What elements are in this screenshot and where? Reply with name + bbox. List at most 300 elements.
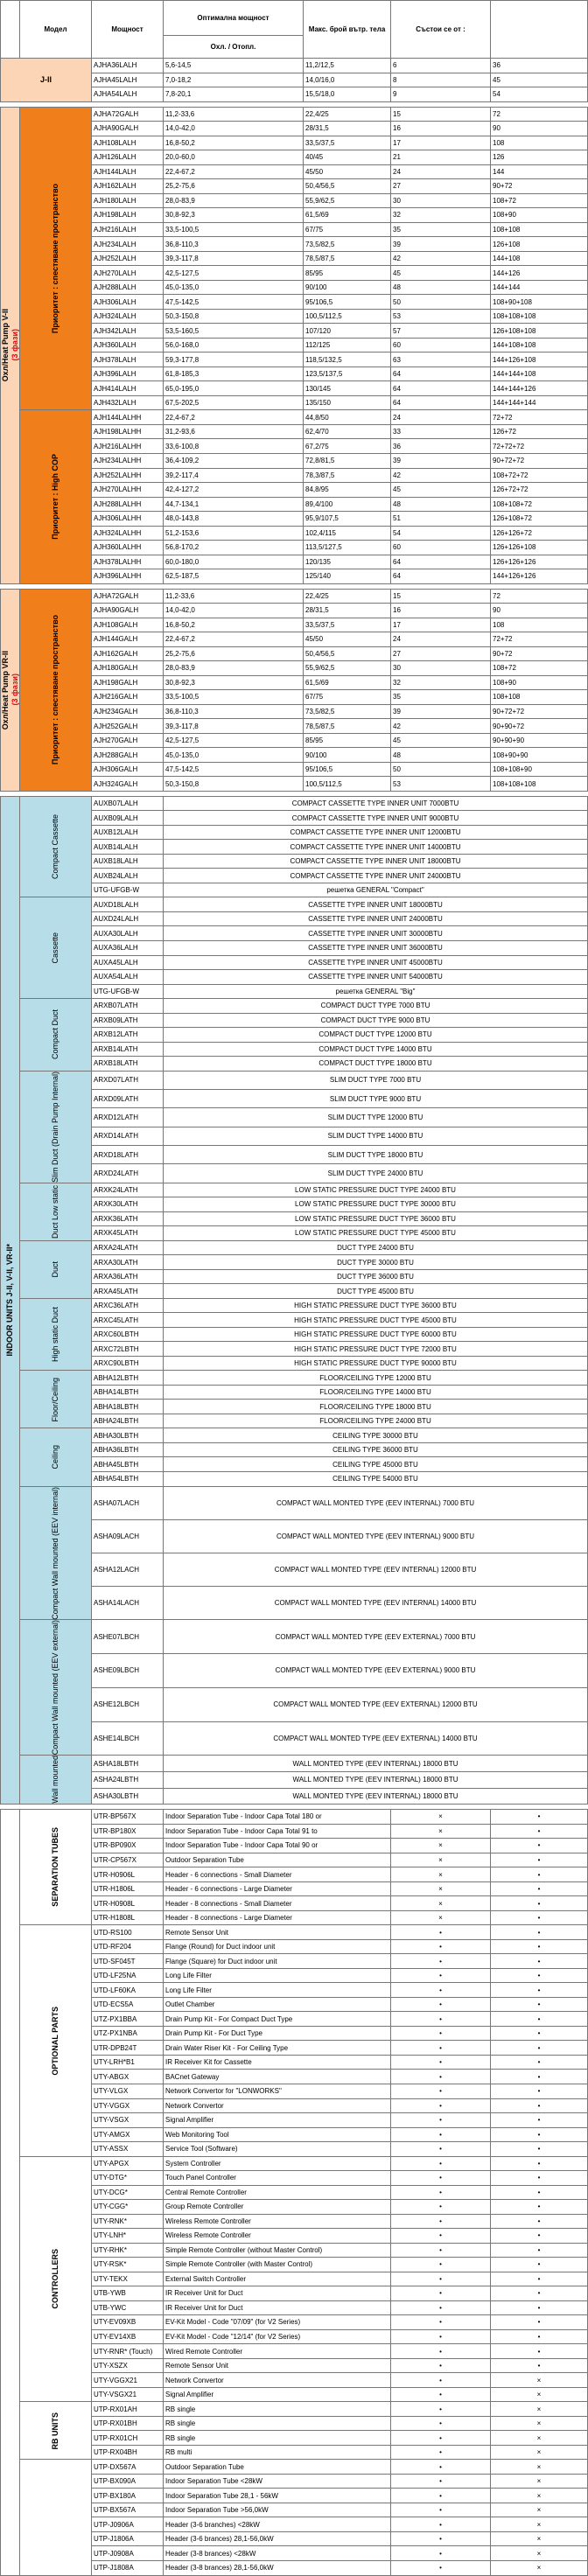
group-label-cell [20, 410, 92, 583]
compat-mark-vii: • [391, 2055, 491, 2070]
group-label-cell [1, 589, 20, 791]
optimal-capacity-cell: 33,5/37,5 [304, 618, 391, 632]
compat-mark-vrii: • [491, 1896, 588, 1911]
model-cell: UTY-DTG* [92, 2171, 164, 2186]
capacity-cell: 7,0-18,2 [164, 73, 304, 87]
consists-of-cell: 90+72 [491, 179, 588, 194]
optimal-capacity-cell: 84,8/95 [304, 483, 391, 498]
group-label [1, 59, 91, 101]
group-label [20, 1925, 91, 2155]
compat-mark-vrii: • [491, 2229, 588, 2244]
compat-mark-vii: • [391, 2171, 491, 2186]
description-cell: CASSETTE TYPE INNER UNIT 18000BTU [164, 897, 588, 912]
description-cell: System Controller [164, 2156, 391, 2171]
compat-mark-vii: • [391, 1997, 491, 2012]
consists-of-cell: 90+90+90 [491, 733, 588, 748]
optimal-capacity-cell: 11,2/12,5 [304, 59, 391, 73]
description-cell: Indoor Separation Tube - Indoor Capa Total 180 or [164, 1810, 391, 1825]
capacity-cell: 48,0-143,8 [164, 512, 304, 527]
compat-mark-vrii: • [491, 2041, 588, 2056]
description-cell: CASSETTE TYPE INNER UNIT 45000BTU [164, 955, 588, 970]
description-cell: Flange (Square) for Duct indoor unit [164, 1954, 391, 1969]
max-indoor-cell: 48 [391, 748, 491, 763]
compat-mark-vrii: × [491, 2474, 588, 2489]
model-cell: AUXA36LALH [92, 941, 164, 956]
model-cell: AJH198GALH [92, 675, 164, 690]
model-cell: ARXK45LATH [92, 1226, 164, 1241]
model-cell: ASHE12LBCH [92, 1687, 164, 1721]
compat-mark-vrii: • [491, 2055, 588, 2070]
model-cell: AJH288LALH [92, 280, 164, 295]
model-cell: ASHA07LACH [92, 1486, 164, 1519]
table-row [1, 107, 588, 122]
model-cell: AJH252LALHH [92, 468, 164, 483]
model-cell: UTD-ECS5A [92, 1997, 164, 2012]
optimal-capacity-cell: 50,4/56,5 [304, 179, 391, 194]
capacity-cell: 14,0-42,0 [164, 604, 304, 618]
consists-of-cell: 108 [491, 136, 588, 150]
group-label [20, 410, 91, 583]
description-cell: Wireless Remote Controller [164, 2229, 391, 2244]
description-cell: CEILING TYPE 36000 BTU [164, 1442, 588, 1457]
model-cell: UTR-BP567X [92, 1810, 164, 1825]
description-cell: COMPACT DUCT TYPE 14000 BTU [164, 1042, 588, 1057]
header-consists-of: Състои се от : [391, 1, 491, 59]
model-cell: UTY-DCG* [92, 2185, 164, 2200]
capacity-cell: 31,2-93,6 [164, 424, 304, 439]
compat-mark-vrii: • [491, 2258, 588, 2272]
description-cell: RB single [164, 2416, 391, 2431]
description-cell: HIGH STATIC PRESSURE DUCT TYPE 36000 BTU [164, 1298, 588, 1313]
group-label-cell [1, 796, 20, 1804]
model-cell: UTR-CP567X [92, 1853, 164, 1867]
model-cell: UTG-UFGB-W [92, 984, 164, 999]
table-row [1, 59, 588, 73]
optimal-capacity-cell: 78,3/87,5 [304, 468, 391, 483]
consists-of-cell: 126+126+108 [491, 541, 588, 555]
description-cell: Header (3-8 brances) <28kW [164, 2546, 391, 2561]
description-cell: Header (3-6 brances) 28,1-56,0kW [164, 2531, 391, 2546]
compat-mark-vii: • [391, 2445, 491, 2460]
max-indoor-cell: 15 [391, 107, 491, 122]
table-row [1, 1183, 588, 1197]
optimal-capacity-cell: 28/31,5 [304, 604, 391, 618]
model-cell: UTY-AMGX [92, 2127, 164, 2142]
compat-mark-vii: • [391, 1939, 491, 1954]
compat-mark-vii: × [391, 1881, 491, 1896]
accessories-margin [1, 1810, 20, 2575]
optimal-capacity-cell: 67/75 [304, 690, 391, 705]
description-cell: Signal Amplifier [164, 2113, 391, 2128]
capacity-cell: 36,8-110,3 [164, 704, 304, 719]
group-label-cell [20, 2402, 92, 2460]
compat-mark-vrii: • [491, 2098, 588, 2113]
model-cell: ARXA36LATH [92, 1269, 164, 1284]
compat-mark-vrii: × [491, 2431, 588, 2446]
consists-of-cell: 72 [491, 107, 588, 122]
description-cell: COMPACT CASSETTE TYPE INNER UNIT 9000BTU [164, 811, 588, 826]
capacity-cell: 11,2-33,6 [164, 107, 304, 122]
description-cell: FLOOR/CEILING TYPE 18000 BTU [164, 1400, 588, 1414]
description-cell: COMPACT WALL MONTED TYPE (EEV EXTERNAL) 12000 BTU [164, 1687, 588, 1721]
optimal-capacity-cell: 89,4/100 [304, 497, 391, 512]
consists-of-cell: 144+126+108 [491, 353, 588, 367]
description-cell: Simple Remote Controller (with Master Control) [164, 2258, 391, 2272]
group-label-text: Cassette [51, 932, 60, 964]
model-cell: AJH198LALHH [92, 424, 164, 439]
group-label-text: Slim Duct (Drain Pump Internal) [51, 1071, 60, 1183]
model-cell: AJH144LALH [92, 164, 164, 179]
capacity-cell: 42,5-127,5 [164, 266, 304, 281]
max-indoor-cell: 8 [391, 73, 491, 87]
model-cell: ARXA45LATH [92, 1284, 164, 1299]
table-row [1, 1486, 588, 1519]
model-cell: ARXK36LATH [92, 1211, 164, 1226]
compat-mark-vii: • [391, 2387, 491, 2402]
model-cell: ARXB09LATH [92, 1013, 164, 1028]
max-indoor-cell: 64 [391, 395, 491, 410]
consists-of-cell: 108+108+108 [491, 777, 588, 792]
model-cell: UTR-BP180X [92, 1824, 164, 1839]
consists-of-cell: 90 [491, 604, 588, 618]
optimal-capacity-cell: 61,5/69 [304, 208, 391, 223]
model-cell: ASHA18LBTH [92, 1756, 164, 1772]
compat-mark-vii: • [391, 2127, 491, 2142]
description-cell: HIGH STATIC PRESSURE DUCT TYPE 45000 BTU [164, 1313, 588, 1328]
model-cell: AUXB09LALH [92, 811, 164, 826]
optimal-capacity-cell: 90/100 [304, 280, 391, 295]
group-label [20, 1620, 91, 1755]
max-indoor-cell: 39 [391, 237, 491, 252]
max-indoor-cell: 42 [391, 719, 491, 734]
model-cell: AJH288LALHH [92, 497, 164, 512]
model-cell: UTP-RX01BH [92, 2416, 164, 2431]
optimal-capacity-cell: 73,5/82,5 [304, 237, 391, 252]
compat-mark-vrii: • [491, 1997, 588, 2012]
group-label-text: Compact Wall mounted (EEV internal) [51, 1486, 60, 1620]
group-label-text: Compact Wall mounted (EEV external) [51, 1620, 60, 1756]
description-cell: HIGH STATIC PRESSURE DUCT TYPE 60000 BTU [164, 1327, 588, 1342]
consists-of-cell: 126+126+126 [491, 555, 588, 569]
max-indoor-cell: 21 [391, 150, 491, 165]
consists-of-cell: 144+144+144 [491, 395, 588, 410]
max-indoor-cell: 39 [391, 704, 491, 719]
compat-mark-vrii: • [491, 1954, 588, 1969]
optimal-capacity-cell: 78,5/87,5 [304, 251, 391, 266]
description-cell: решетка GENERAL "Big" [164, 984, 588, 999]
description-cell: Flange (Round) for Duct indoor unit [164, 1939, 391, 1954]
group-label-text: Охл/Heat Pump VR-II [0, 650, 10, 730]
description-cell: SLIM DUCT TYPE 14000 BTU [164, 1127, 588, 1145]
description-cell: SLIM DUCT TYPE 18000 BTU [164, 1145, 588, 1163]
group-label-cell [20, 1298, 92, 1371]
model-cell: ASHA30LBTH [92, 1788, 164, 1805]
compat-mark-vii: • [391, 2286, 491, 2301]
description-cell: COMPACT WALL MONTED TYPE (EEV INTERNAL) 7000 BTU [164, 1486, 588, 1519]
compat-mark-vii: • [391, 2084, 491, 2098]
description-cell: CASSETTE TYPE INNER UNIT 36000BTU [164, 941, 588, 956]
description-cell: Wireless Remote Controller [164, 2214, 391, 2229]
model-cell: AJH108LALH [92, 136, 164, 150]
max-indoor-cell: 45 [391, 733, 491, 748]
header-capacity: Мощност [92, 1, 164, 59]
group-label-text: SEPARATION TUBES [51, 1827, 60, 1908]
description-cell: Indoor Separation Tube >56,0kW [164, 2503, 391, 2517]
max-indoor-cell: 53 [391, 309, 491, 324]
model-cell: AJH432LALH [92, 395, 164, 410]
compat-mark-vrii: • [491, 1925, 588, 1940]
model-cell: ASHA24LBTH [92, 1772, 164, 1789]
group-label-text: Floor/Ceiling [51, 1377, 60, 1422]
optimal-capacity-cell: 62,4/70 [304, 424, 391, 439]
max-indoor-cell: 27 [391, 646, 491, 661]
optimal-capacity-cell: 14,0/16,0 [304, 73, 391, 87]
max-indoor-cell: 60 [391, 541, 491, 555]
compat-mark-vii: • [391, 2546, 491, 2561]
capacity-cell: 51,2-153,6 [164, 526, 304, 541]
model-cell: ARXD09LATH [92, 1089, 164, 1107]
model-cell: UTB-YWB [92, 2286, 164, 2301]
model-cell: UTP-BX090A [92, 2474, 164, 2489]
compat-mark-vii: × [391, 1853, 491, 1867]
consists-of-cell: 108+72+72 [491, 468, 588, 483]
max-indoor-cell: 48 [391, 497, 491, 512]
group-label [1, 797, 19, 1804]
optimal-capacity-cell: 113,5/127,5 [304, 541, 391, 555]
compat-mark-vrii: × [491, 2387, 588, 2402]
compat-mark-vrii: × [491, 2489, 588, 2503]
table-row [1, 796, 588, 811]
model-cell: UTD-RF204 [92, 1939, 164, 1954]
model-cell: AJH216LALH [92, 222, 164, 237]
group-label-text: High static Duct [51, 1307, 60, 1363]
consists-of-cell: 144+126+126 [491, 569, 588, 584]
consists-of-cell: 72+72 [491, 632, 588, 647]
model-cell: AUXB24LALH [92, 869, 164, 883]
optimal-capacity-cell: 123,5/137,5 [304, 367, 391, 381]
consists-of-cell: 108+72 [491, 661, 588, 676]
compat-mark-vii: • [391, 2503, 491, 2517]
model-cell: AJH324LALHH [92, 526, 164, 541]
model-cell: AJH144GALH [92, 632, 164, 647]
consists-of-cell: 108+108+108 [491, 309, 588, 324]
model-cell: ARXA24LATH [92, 1240, 164, 1255]
description-cell: HIGH STATIC PRESSURE DUCT TYPE 90000 BTU [164, 1356, 588, 1371]
table-row [1, 1756, 588, 1772]
capacity-cell: 16,8-50,2 [164, 136, 304, 150]
model-cell: UTR-H1806L [92, 1881, 164, 1896]
compat-mark-vrii: • [491, 2315, 588, 2330]
capacity-cell: 62,5-187,5 [164, 569, 304, 584]
group-label [20, 1756, 91, 1804]
model-cell: AJH270LALH [92, 266, 164, 281]
max-indoor-cell: 24 [391, 410, 491, 425]
model-cell: AUXA54LALH [92, 970, 164, 985]
compat-mark-vii: • [391, 2142, 491, 2157]
description-cell: COMPACT CASSETTE TYPE INNER UNIT 14000BTU [164, 840, 588, 855]
group-label-cell [20, 2460, 92, 2575]
capacity-cell: 65,0-195,0 [164, 381, 304, 396]
compat-mark-vii: • [391, 2373, 491, 2388]
compat-mark-vii: • [391, 2315, 491, 2330]
description-cell: CASSETTE TYPE INNER UNIT 24000BTU [164, 911, 588, 926]
compat-mark-vii: • [391, 2272, 491, 2286]
optimal-capacity-cell: 90/100 [304, 748, 391, 763]
description-cell: SLIM DUCT TYPE 24000 BTU [164, 1164, 588, 1183]
compat-mark-vii: • [391, 1954, 491, 1969]
table-row [1, 1428, 588, 1443]
model-cell: UTD-SF045T [92, 1954, 164, 1969]
consists-of-cell: 108+108 [491, 222, 588, 237]
capacity-cell: 11,2-33,6 [164, 589, 304, 604]
compat-mark-vrii: × [491, 2460, 588, 2475]
group-label-text: RB UNITS [51, 2412, 60, 2450]
group-label [20, 108, 91, 410]
model-cell: UTR-H1808L [92, 1910, 164, 1925]
group-label [20, 1428, 91, 1485]
group-label-text: Охл/Heat Pump V-II [0, 308, 10, 382]
header-model: Модел [20, 1, 92, 59]
capacity-cell: 39,3-117,8 [164, 251, 304, 266]
description-cell: DUCT TYPE 36000 BTU [164, 1269, 588, 1284]
model-cell: UTP-RX04BH [92, 2445, 164, 2460]
description-cell: RB single [164, 2402, 391, 2417]
compat-mark-vii: × [391, 1810, 491, 1825]
max-indoor-cell: 63 [391, 353, 491, 367]
description-cell: CEILING TYPE 45000 BTU [164, 1457, 588, 1472]
model-cell: AJHA72GALH [92, 589, 164, 604]
group-label [20, 590, 91, 791]
model-cell: UTY-RNR* (Touch) [92, 2344, 164, 2359]
description-cell: IR Receiver Unit for Duct [164, 2286, 391, 2301]
group-label [20, 999, 91, 1071]
model-cell: AUXB12LALH [92, 825, 164, 840]
model-cell: AJH270LALHH [92, 483, 164, 498]
capacity-cell: 33,5-100,5 [164, 222, 304, 237]
table-row [1, 2460, 588, 2475]
compat-mark-vii: • [391, 2113, 491, 2128]
compat-mark-vii: × [391, 1824, 491, 1839]
optimal-capacity-cell: 102,4/115 [304, 526, 391, 541]
description-cell: COMPACT DUCT TYPE 9000 BTU [164, 1013, 588, 1028]
max-indoor-cell: 50 [391, 762, 491, 777]
table-row [1, 2156, 588, 2171]
description-cell: COMPACT CASSETTE TYPE INNER UNIT 12000BTU [164, 825, 588, 840]
description-cell: COMPACT WALL MONTED TYPE (EEV EXTERNAL) 7000 BTU [164, 1620, 588, 1654]
consists-of-cell: 72 [491, 589, 588, 604]
max-indoor-cell: 6 [391, 59, 491, 73]
model-cell: AUXB18LALH [92, 854, 164, 869]
capacity-cell: 25,2-75,6 [164, 179, 304, 194]
optimal-capacity-cell: 125/140 [304, 569, 391, 584]
model-cell: UTG-UFGB-W [92, 883, 164, 897]
header-optimal-capacity: Оптимална мощност [164, 1, 304, 36]
capacity-cell: 50,3-150,8 [164, 777, 304, 792]
header-max-indoor: Макс. брой вътр. тела [304, 1, 391, 59]
table-row [1, 999, 588, 1014]
model-cell: AJH162GALH [92, 646, 164, 661]
model-cell: UTR-H0906L [92, 1867, 164, 1882]
table-row [1, 897, 588, 912]
compat-mark-vrii: • [491, 2127, 588, 2142]
group-label [20, 1241, 91, 1298]
table-row [1, 1071, 588, 1089]
model-cell: AJH162LALH [92, 179, 164, 194]
capacity-cell: 33,5-100,5 [164, 690, 304, 705]
model-cell: UTD-LF60KA [92, 1983, 164, 1998]
model-cell: UTR-BP090X [92, 1839, 164, 1853]
compat-mark-vrii: × [491, 2373, 588, 2388]
group-label [1, 590, 19, 791]
model-cell: UTY-TEKX [92, 2272, 164, 2286]
description-cell: Header - 8 connections - Large Diameter [164, 1910, 391, 1925]
max-indoor-cell: 60 [391, 338, 491, 353]
description-cell: Wired Remote Controller [164, 2344, 391, 2359]
max-indoor-cell: 48 [391, 280, 491, 295]
capacity-cell: 45,0-135,0 [164, 280, 304, 295]
header-cool-heat: Охл. / Отопл. [164, 35, 304, 58]
group-label-text: Duct [51, 1261, 60, 1278]
compat-mark-vii: × [391, 1867, 491, 1882]
consists-of-cell: 108 [491, 618, 588, 632]
optimal-capacity-cell: 22,4/25 [304, 107, 391, 122]
compat-mark-vii: • [391, 2329, 491, 2344]
description-cell: COMPACT DUCT TYPE 7000 BTU [164, 999, 588, 1014]
model-cell: AJH342LALH [92, 324, 164, 339]
table-row [1, 1925, 588, 1940]
table-row [1, 410, 588, 425]
model-cell: AJH216GALH [92, 690, 164, 705]
model-cell: AJH144LALHH [92, 410, 164, 425]
group-label [20, 2402, 91, 2459]
compat-mark-vrii: • [491, 2344, 588, 2359]
compat-mark-vrii: × [491, 2561, 588, 2576]
description-cell: SLIM DUCT TYPE 7000 BTU [164, 1071, 588, 1089]
group-label-cell [1, 107, 20, 583]
consists-of-cell: 126+108+72 [491, 512, 588, 527]
max-indoor-cell: 51 [391, 512, 491, 527]
consists-of-cell: 72+72 [491, 410, 588, 425]
max-indoor-cell: 53 [391, 777, 491, 792]
model-cell: ARXD14LATH [92, 1127, 164, 1145]
model-cell: ARXB07LATH [92, 999, 164, 1014]
compat-mark-vrii: • [491, 2142, 588, 2157]
model-cell: ASHE09LBCH [92, 1654, 164, 1688]
model-cell: ASHA14LACH [92, 1587, 164, 1620]
model-cell: ASHE14LBCH [92, 1721, 164, 1756]
description-cell: COMPACT DUCT TYPE 18000 BTU [164, 1057, 588, 1072]
max-indoor-cell: 50 [391, 295, 491, 310]
model-cell: UTY-VSGX [92, 2113, 164, 2128]
optimal-capacity-cell: 107/120 [304, 324, 391, 339]
compat-mark-vrii: • [491, 1867, 588, 1882]
model-cell: ASHA09LACH [92, 1519, 164, 1553]
description-cell: Network Convertor [164, 2098, 391, 2113]
group-label-note: (3 фази) [10, 329, 19, 361]
model-cell: UTY-XSZX [92, 2358, 164, 2373]
compat-mark-vrii: • [491, 2358, 588, 2373]
group-label-text: J-II [39, 74, 52, 84]
consists-of-cell: 108+90+90 [491, 748, 588, 763]
group-label [20, 2460, 91, 2574]
group-label-cell [20, 1183, 92, 1240]
max-indoor-cell: 30 [391, 661, 491, 676]
description-cell: WALL MONTED TYPE (EEV INTERNAL) 18000 BTU [164, 1788, 588, 1805]
max-indoor-cell: 45 [391, 483, 491, 498]
group-label-cell [20, 1756, 92, 1805]
model-cell: ARXD18LATH [92, 1145, 164, 1163]
model-cell: AJH396LALHH [92, 569, 164, 584]
